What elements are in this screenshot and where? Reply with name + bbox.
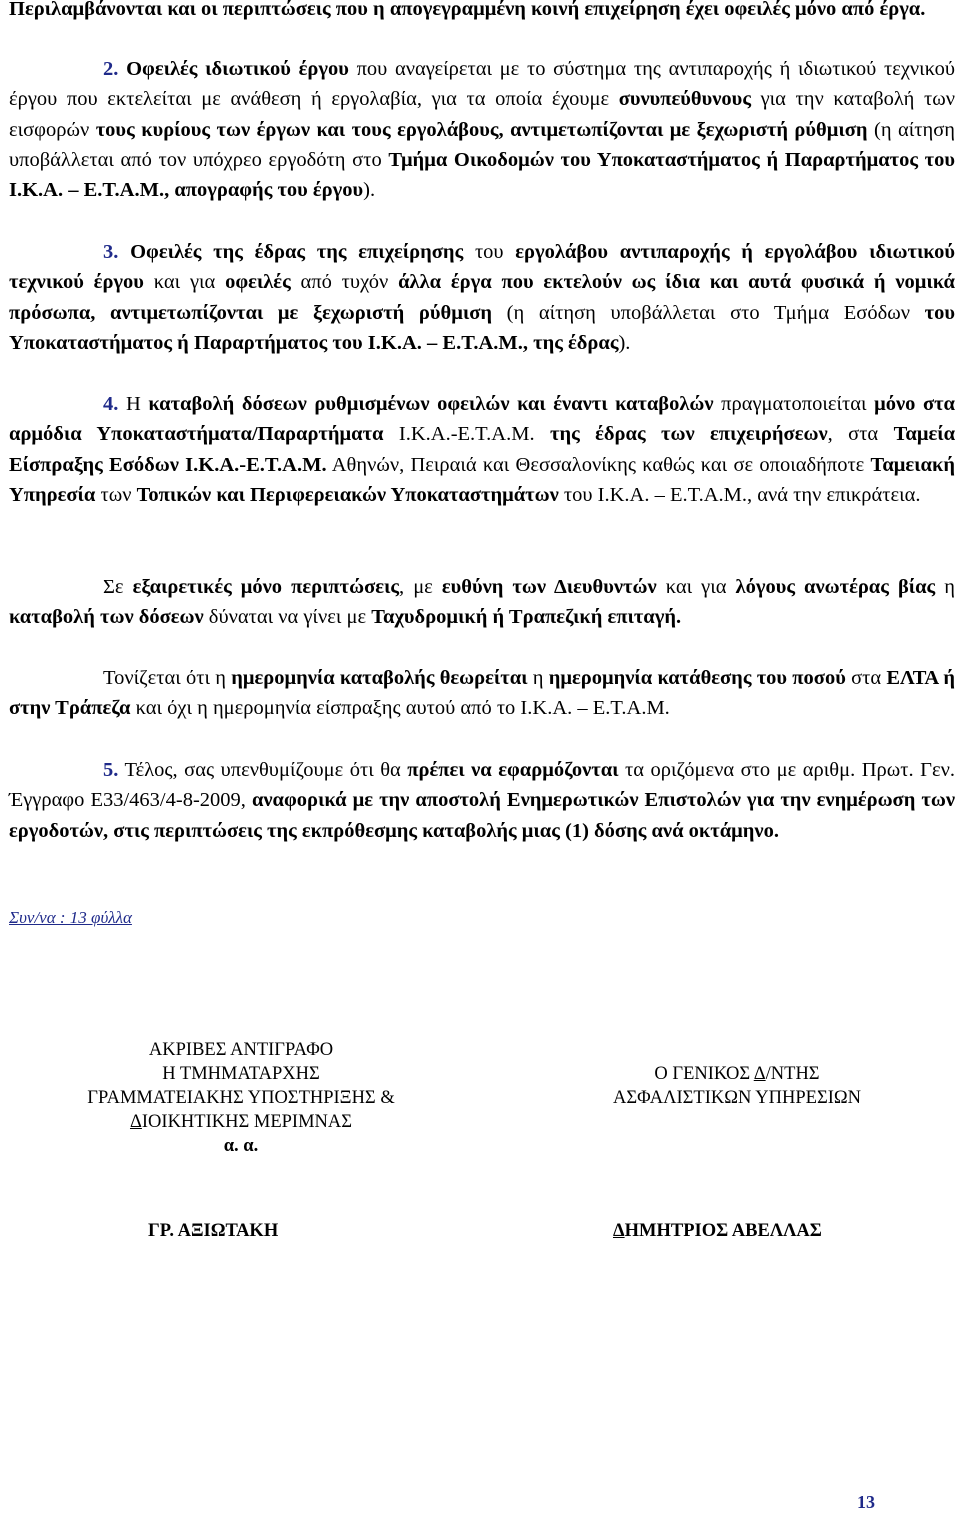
p4-part-d: μόνο στα αρμόδια Υποκαταστήματα/Παραρτήματα (9, 393, 955, 446)
p5-part-j: Ταχυδρομική ή Τραπεζική επιταγή. (371, 606, 682, 629)
page-number: 13 (857, 1492, 875, 1512)
p2-part-f: (η αίτηση υποβάλλεται από τον υπόχρεο εργοδότη στο (9, 118, 955, 171)
item-number-4: 4. (103, 393, 119, 415)
p4-part-j: Ταμειακή Υπηρεσία (9, 453, 955, 506)
p5-part-g: η (935, 576, 955, 598)
p5-part-d: ευθύνη των Διευθυντών (441, 576, 657, 598)
department-line-1: ΓΡΑΜΜΑΤΕΙΑΚΗΣ ΥΠΟΣΤΗΡΙΞΗΣ & (87, 1088, 395, 1108)
signer-name-right: ΔΗΜΗΤΡΙΟΣ ΑΒΕΛΛΑΣ (613, 1221, 822, 1241)
p3-part-j: ). (618, 331, 631, 354)
p6-part-b: ημερομηνία καταβολής θεωρείται (231, 667, 528, 689)
paragraph-1 (9, 0, 955, 24)
p4-part-a: Η (118, 393, 149, 415)
p2-part-d: για την καταβολή των εισφορών (9, 88, 955, 141)
p3-part-b: του (463, 241, 516, 263)
p5-part-i: δύναται να γίνει με (203, 606, 372, 629)
signer-title-right: Ο ΓΕΝΙΚΟΣ Δ/ΝΤΗΣ (654, 1064, 820, 1084)
paragraph-payment-date (9, 663, 955, 724)
p3-part-a: Οφειλές της έδρας της επιχείρησης (118, 241, 464, 263)
paragraph-item-2 (9, 54, 955, 205)
p6-part-c: η (527, 667, 549, 689)
p4-part-f: της έδρας των επιχειρήσεων (550, 423, 828, 446)
item-number-2: 2. (103, 58, 119, 80)
p7-part-a: Τέλος, σας υπενθυμίζουμε ότι θα (118, 759, 408, 781)
p6-part-e: στα (845, 667, 887, 689)
paragraph-item-5 (9, 755, 955, 846)
on-behalf-label: α. α. (223, 1136, 259, 1156)
p4-part-c: πραγματοποιείται (713, 393, 875, 415)
p4-part-e: Ι.Κ.Α.-Ε.Τ.Α.Μ. (383, 423, 550, 446)
signature-block-right (552, 1062, 922, 1110)
p4-part-i: Αθηνών, Πειραιά και Θεσσαλονίκης καθώς και σε οποιαδήποτε (326, 453, 871, 476)
item-number-3: 3. (103, 241, 119, 263)
signer-title-left: Η ΤΜΗΜΑΤΑΡΧΗΣ (162, 1064, 320, 1084)
p3-part-e: οφειλές (225, 271, 291, 294)
p2-part-e: τους κυρίους των έργων και τους εργολάβους, αντιμετωπίζονται με ξεχωριστή ρύθμιση (95, 118, 868, 141)
p7-part-c: τα οριζόμενα στο με αριθμ. Πρωτ. Γεν. Έγγραφο Ε33/463/4-8-2009, (9, 759, 955, 812)
p4-part-g: , στα (827, 423, 894, 446)
p7-part-b: πρέπει να εφαρμόζονται (407, 759, 619, 781)
p2-part-a: Οφειλές ιδιωτικού έργου (118, 58, 349, 80)
p6-part-a: Τονίζεται ότι η (103, 667, 232, 689)
department-line-2: ΔΙΟΙΚΗΤΙΚΗΣ ΜΕΡΙΜΝΑΣ (129, 1112, 353, 1132)
p4-part-m: του Ι.Κ.Α. – Ε.Τ.Α.Μ., ανά την επικράτεια. (558, 483, 921, 506)
paragraph-exceptions (9, 572, 955, 633)
p3-part-c: εργολάβου αντιπαροχής ή εργολάβου ιδιωτικού τεχνικού έργου (9, 241, 955, 294)
signature-block-left (36, 1038, 446, 1158)
p2-part-b: που αναγείρεται με το σύστημα της αντιπαροχής ή ιδιωτικού τεχνικού έργου που εκτελείται με ανάθεση ή εργολαβία, για τα οποία έχουμε (9, 58, 955, 111)
p3-part-f: από τυχόν (290, 271, 399, 294)
division-line: ΑΣΦΑΛΙΣΤΙΚΩΝ ΥΠΗΡΕΣΙΩΝ (612, 1088, 862, 1108)
p2-part-g: Τμήμα Οικοδομών του Υποκαταστήματος ή Παραρτήματος του Ι.Κ.Α. – Ε.Τ.Α.Μ., απογραφής του έργου (9, 148, 955, 202)
p4-part-k: των (95, 483, 137, 506)
p5-part-h: καταβολή των δόσεων (9, 606, 204, 629)
p4-part-l: Τοπικών και Περιφερειακών Υποκαταστημάτων (136, 483, 559, 506)
item-number-5: 5. (103, 759, 119, 781)
p1-text: Περιλαμβάνονται και οι περιπτώσεις που η απογεγραμμένη κοινή επιχείρηση έχει οφειλές μόνο από έργα. (9, 0, 926, 20)
p2-part-h: ). (363, 179, 376, 202)
p6-part-g: και όχι η ημερομηνία είσπραξης αυτού από το Ι.Κ.Α. – Ε.Τ.Α.Μ. (130, 697, 670, 720)
p4-part-b: καταβολή δόσεων ρυθμισμένων οφειλών και έναντι καταβολών (148, 393, 714, 415)
certified-copy-label: ΑΚΡΙΒΕΣ ΑΝΤΙΓΡΑΦΟ (148, 1040, 334, 1060)
p5-part-f: λόγους ανωτέρας βίας (735, 576, 936, 598)
paragraph-item-4 (9, 389, 955, 510)
signer-name-left: ΓΡ. ΑΞΙΩΤΑΚΗ (148, 1221, 279, 1241)
p2-part-c: συνυπεύθυνους (618, 88, 751, 111)
p5-part-e: και για (656, 576, 736, 598)
p7-part-d: αναφορικά με την αποστολή Ενημερωτικών Επιστολών για την ενημέρωση των εργοδοτών, στις περιπτώσεις της εκπρόθεσμης καταβολής μιας (1) δόσης ανά οκτάμηνο. (9, 789, 955, 842)
attachments-note: Συν/να : 13 φύλλα (9, 908, 132, 927)
p6-part-f: ΕΛΤΑ ή στην Τράπεζα (9, 667, 955, 720)
p3-part-d: και για (143, 271, 226, 294)
p3-part-g: άλλα έργα που εκτελούν ως ίδια και αυτά φυσικά ή νομικά πρόσωπα, αντιμετωπίζονται με ξεχωριστή ρύθμιση (9, 271, 955, 324)
p5-part-a: Σε (103, 576, 133, 598)
p4-part-h: Ταμεία Είσπραξης Εσόδων Ι.Κ.Α.-Ε.Τ.Α.Μ. (9, 423, 956, 476)
p5-part-b: εξαιρετικές μόνο περιπτώσεις (132, 576, 400, 598)
p3-part-i: του Υποκαταστήματος ή Παραρτήματος του Ι.Κ.Α. – Ε.Τ.Α.Μ., της έδρας (9, 301, 956, 354)
paragraph-item-3 (9, 237, 955, 358)
p6-part-d: ημερομηνία κατάθεσης του ποσού (548, 667, 846, 689)
p3-part-h: (η αίτηση υποβάλλεται στο Τμήμα Εσόδων (492, 301, 925, 324)
p5-part-c: , με (399, 576, 442, 598)
